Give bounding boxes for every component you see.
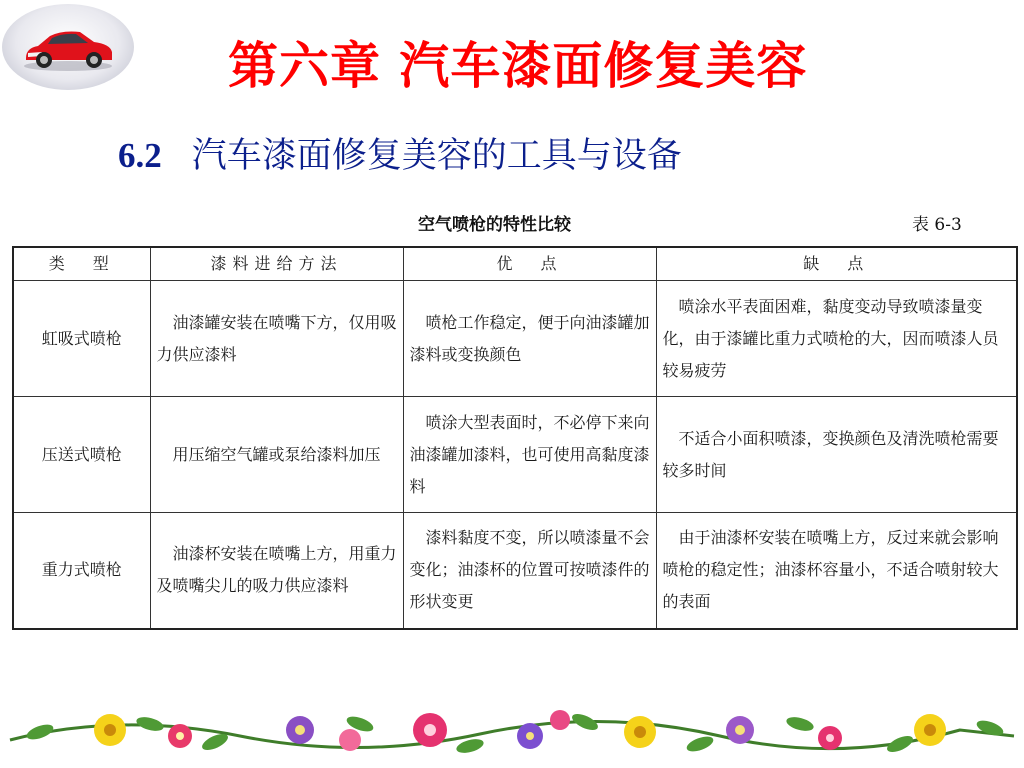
table-row bbox=[13, 513, 1017, 629]
section-title bbox=[118, 128, 682, 178]
car-logo-icon bbox=[2, 4, 134, 90]
column-header: 缺 点 bbox=[656, 247, 1017, 281]
pros-cell: 漆料黏度不变，所以喷漆量不会变化；油漆杯的位置可按喷漆件的形状变更 bbox=[403, 513, 656, 629]
cons-cell: 不适合小面积喷漆，变换颜色及清洗喷枪需要较多时间 bbox=[656, 397, 1017, 513]
table-row bbox=[13, 397, 1017, 513]
pros-cell: 喷枪工作稳定，便于向油漆罐加漆料或变换颜色 bbox=[403, 281, 656, 397]
flower-garland-icon bbox=[0, 690, 1024, 768]
gun-type-cell: 虹吸式喷枪 bbox=[13, 281, 150, 397]
table-number: 表 6-3 bbox=[912, 215, 962, 235]
cons-cell: 喷涂水平表面困难，黏度变动导致喷漆量变化，由于漆罐比重力式喷枪的大，因而喷漆人员较易疲劳 bbox=[656, 281, 1017, 397]
feed-method-cell: 油漆杯安装在喷嘴上方，用重力及喷嘴尖儿的吸力供应漆料 bbox=[150, 513, 403, 629]
cons-cell: 由于油漆杯安装在喷嘴上方，反过来就会影响喷枪的稳定性；油漆杯容量小，不适合喷射较大的表面 bbox=[656, 513, 1017, 629]
gun-type-cell: 压送式喷枪 bbox=[13, 397, 150, 513]
column-header: 优 点 bbox=[403, 247, 656, 281]
chapter-title: 第六章 汽车漆面修复美容 bbox=[228, 37, 808, 95]
gun-type-cell: 重力式喷枪 bbox=[13, 513, 150, 629]
feed-method-cell: 用压缩空气罐或泵给漆料加压 bbox=[150, 397, 403, 513]
section-number: 6.2 bbox=[118, 136, 162, 175]
section-title-text: 汽车漆面修复美容的工具与设备 bbox=[191, 136, 682, 176]
column-header: 漆料进给方法 bbox=[150, 247, 403, 281]
pros-cell: 喷涂大型表面时，不必停下来向油漆罐加漆料，也可使用高黏度漆料 bbox=[403, 397, 656, 513]
table-caption: 空气喷枪的特性比较 bbox=[418, 215, 571, 235]
table-row bbox=[13, 281, 1017, 397]
column-header: 类 型 bbox=[13, 247, 150, 281]
spray-gun-comparison-table bbox=[12, 246, 1018, 630]
table-header-row bbox=[13, 247, 1017, 281]
feed-method-cell: 油漆罐安装在喷嘴下方，仅用吸力供应漆料 bbox=[150, 281, 403, 397]
